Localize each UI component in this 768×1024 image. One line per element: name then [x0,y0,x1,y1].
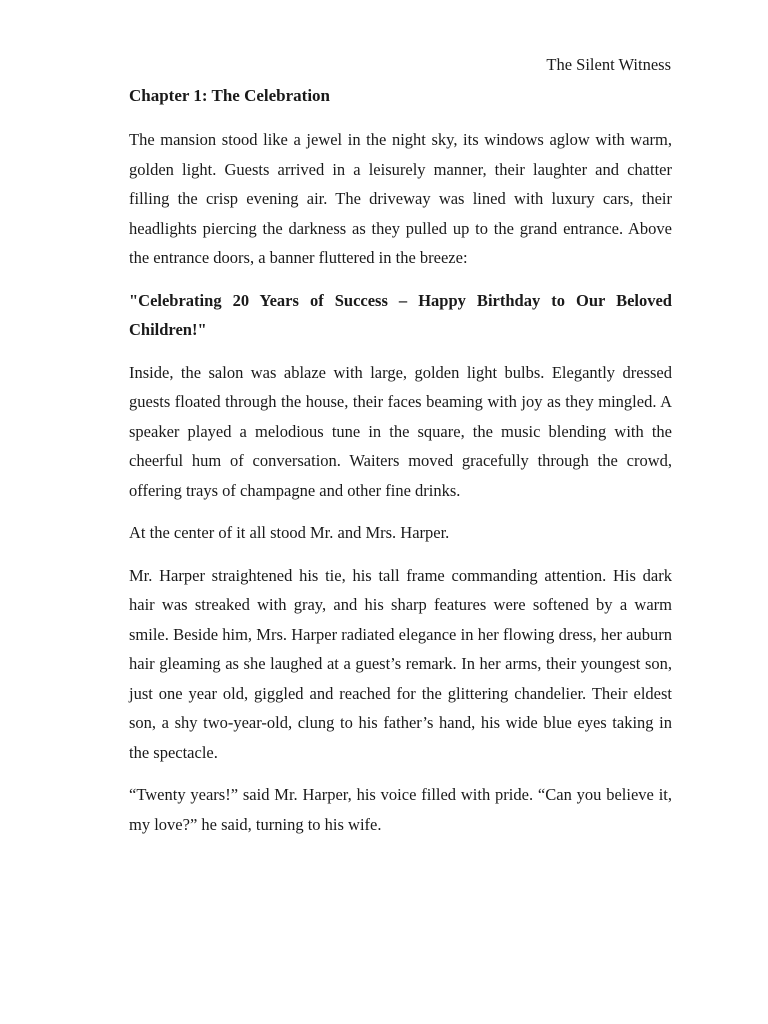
paragraph-banner-text: "Celebrating 20 Years of Success – Happy Birthday to Our Beloved Children!" [129,290,672,339]
paragraph-dialogue: “Twenty years!” said Mr. Harper, his voice filled with pride. “Can you believe it, my love?” he said, turning to his wife. [129,785,672,834]
running-header: The Silent Witness [546,55,671,74]
paragraph-salon: Inside, the salon was ablaze with large, golden light bulbs. Elegantly dressed guests floated through the house, their faces beaming with joy as they mingled. A speaker played a melodious tune in the square, the music blending with the cheerful hum of conversation. Waiters moved gracefully through the crowd, offering trays of champagne and other fine drinks. [129,362,672,500]
page-body [129,84,672,839]
chapter-title: Chapter 1: The Celebration [129,86,331,105]
paragraph-harpers: At the center of it all stood Mr. and Mrs. Harper. [129,523,450,542]
paragraph-mr-harper: Mr. Harper straightened his tie, his tall frame commanding attention. His dark hair was streaked with gray, and his sharp features were softened by a warm smile. Beside him, Mrs. Harper radiated elegance in her flowing dress, her auburn hair gleaming as she laughed at a guest’s remark. In her arms, their youngest son, just one year old, giggled and reached for the glittering chandelier. Their eldest son, a shy two-year-old, clung to his father’s hand, his wide blue eyes taking in the spectacle. [129,565,672,762]
paragraph-mansion: The mansion stood like a jewel in the night sky, its windows aglow with warm, golden light. Guests arrived in a leisurely manner, their laughter and chatter filling the crisp evening air. The driveway was lined with luxury cars, their headlights piercing the darkness as they pulled up to the grand entrance. Above the entrance doors, a banner fluttered in the breeze: [129,130,672,267]
